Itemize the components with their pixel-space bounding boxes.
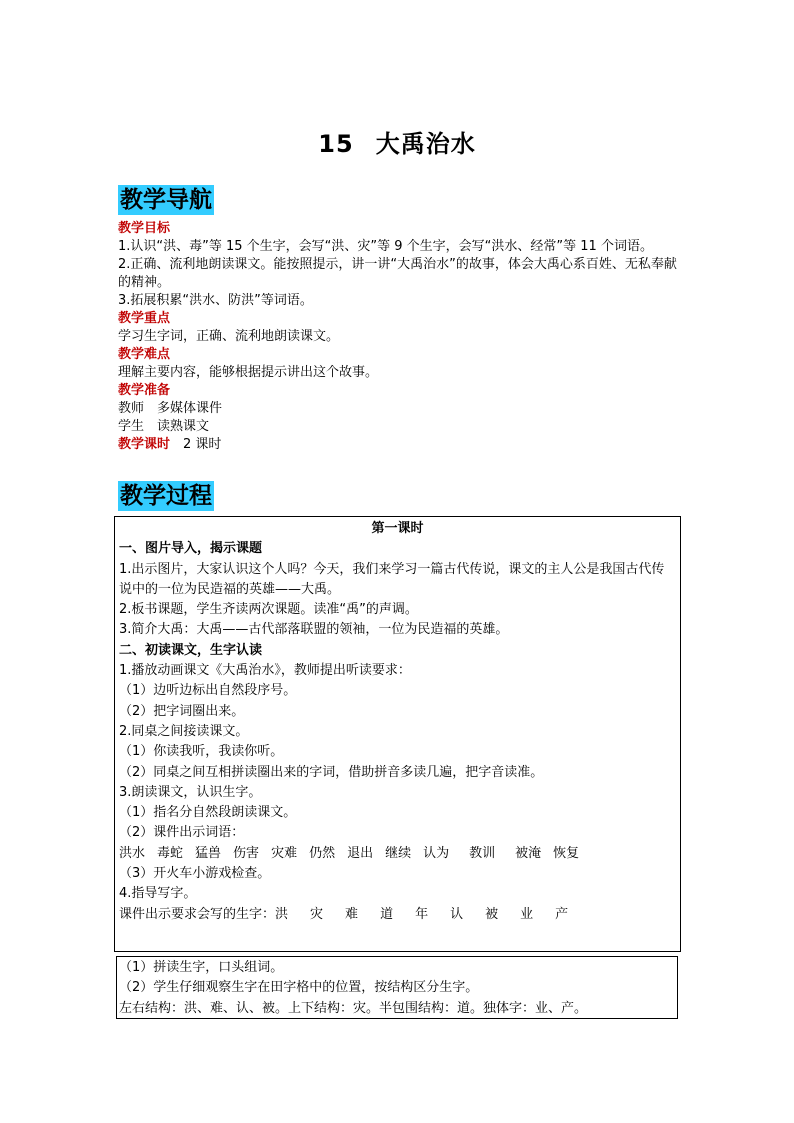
vocab-word: 继续 <box>385 845 412 861</box>
write-char: 道 <box>380 906 394 922</box>
lesson-line: 1.出示图片，大家认识这个人吗？今天，我们来学习一篇古代传说，课文的主人公是我国古代传说中的一位为民造福的英雄——大禹。 <box>119 561 665 597</box>
vocab-word: 仍然 <box>309 845 336 861</box>
write-char: 业 <box>520 906 534 922</box>
vocab-word: 认为 <box>423 845 450 861</box>
write-char: 洪 <box>275 906 289 922</box>
write-char: 灾 <box>310 906 324 922</box>
lesson-line: 3.朗读课文，认识生字。 <box>119 784 262 800</box>
key-text: 学习生字词，正确、流利地朗读课文。 <box>118 329 340 344</box>
write-char: 被 <box>485 906 499 922</box>
prep-student: 学生 读熟课文 <box>118 419 210 434</box>
vocab-word: 猛兽 <box>195 845 222 861</box>
write-char: 年 <box>415 906 429 922</box>
write-guide-line: 4.指导写字。 <box>119 886 197 902</box>
teaching-guide <box>118 220 688 454</box>
prep-heading: 教学准备 <box>118 383 171 398</box>
key-heading: 教学重点 <box>118 311 171 326</box>
goal-item-1: 1.认识“洪、毒”等 15 个生字，会写“洪、灾”等 9 个生字，会写“洪水、经常”等 11 个词语。 <box>118 239 653 254</box>
lesson-number: 15 <box>318 130 354 158</box>
write-char: 认 <box>450 906 464 922</box>
write-char: 难 <box>345 906 359 922</box>
lesson-title: 大禹治水 <box>375 130 476 158</box>
train-line: （3）开火车小游戏检查。 <box>119 866 271 882</box>
lesson-heading: 第一课时 <box>371 521 424 536</box>
goal-item-2: 2.正确、流利地朗读课文。能按照提示，讲一讲“大禹治水”的故事，体会大禹心系百姓、无私奉献的精神。 <box>118 257 677 290</box>
lesson-lines <box>119 539 676 843</box>
vocab-word: 灾难 <box>271 845 298 861</box>
section-heading: 二、初读课文，生字认读 <box>119 642 263 658</box>
lesson-line: （2）课件出示词语： <box>119 825 245 841</box>
vocab-word: 退出 <box>347 845 374 861</box>
section-badge-process: 教学过程 <box>120 483 212 509</box>
lesson-line: （2）同桌之间互相拼读圈出来的字词，借助拼音多读几遍，把字音读准。 <box>119 764 544 780</box>
prep-teacher: 教师 多媒体课件 <box>118 401 223 416</box>
vocab-word: 伤害 <box>233 845 260 861</box>
goal-item-3: 3.拓展积累“洪水、防洪”等词语。 <box>118 293 313 308</box>
write-prefix: 课件出示要求会写的生字： <box>119 906 276 922</box>
lesson-line: （1）拼读生字，口头组词。 <box>119 960 284 975</box>
vocab-word: 被淹 <box>515 845 542 861</box>
vocab-word: 毒蛇 <box>157 845 184 861</box>
vocab-word: 恢复 <box>553 845 580 861</box>
lesson-line: （1）边听边标出自然段序号。 <box>119 683 297 699</box>
hours-heading: 教学课时 <box>118 437 171 452</box>
vocab-word: 洪水 <box>119 845 146 861</box>
write-char: 产 <box>555 906 569 922</box>
lesson-line: （2）把字词圈出来。 <box>119 703 245 719</box>
lesson-line: （1）指名分自然段朗读课文。 <box>119 805 297 821</box>
lesson-line: 1.播放动画课文《大禹治水》，教师提出听读要求： <box>119 663 411 679</box>
write-chars-line <box>119 905 676 925</box>
vocab-word: 教训 <box>469 845 496 861</box>
lesson-line: 2.板书课题，学生齐读两次课题。读准“禹”的声调。 <box>119 602 418 618</box>
difficulty-text: 理解主要内容，能够根据提示讲出这个故事。 <box>118 365 379 380</box>
goal-heading: 教学目标 <box>118 221 171 236</box>
lesson-box-continued <box>116 956 678 1019</box>
difficulty-heading: 教学难点 <box>118 347 171 362</box>
word-list <box>119 844 676 864</box>
section-heading: 一、图片导入，揭示课题 <box>119 541 263 557</box>
lesson-line: （1）你读我听，我读你听。 <box>119 744 284 760</box>
lesson-line: 左右结构：洪、难、认、被。上下结构：灾。半包围结构：道。独体字：业、产。 <box>119 1000 588 1016</box>
lesson-line: 3.简介大禹：大禹——古代部落联盟的领袖，一位为民造福的英雄。 <box>119 622 509 638</box>
page-title <box>0 124 794 159</box>
lesson-box <box>114 516 681 952</box>
section-badge-guide: 教学导航 <box>120 187 212 213</box>
lesson-line: （2）学生仔细观察生字在田字格中的位置，按结构区分生字。 <box>119 980 479 996</box>
lesson-line: 2.同桌之间接读课文。 <box>119 723 249 739</box>
hours-text: 2 课时 <box>170 437 222 452</box>
